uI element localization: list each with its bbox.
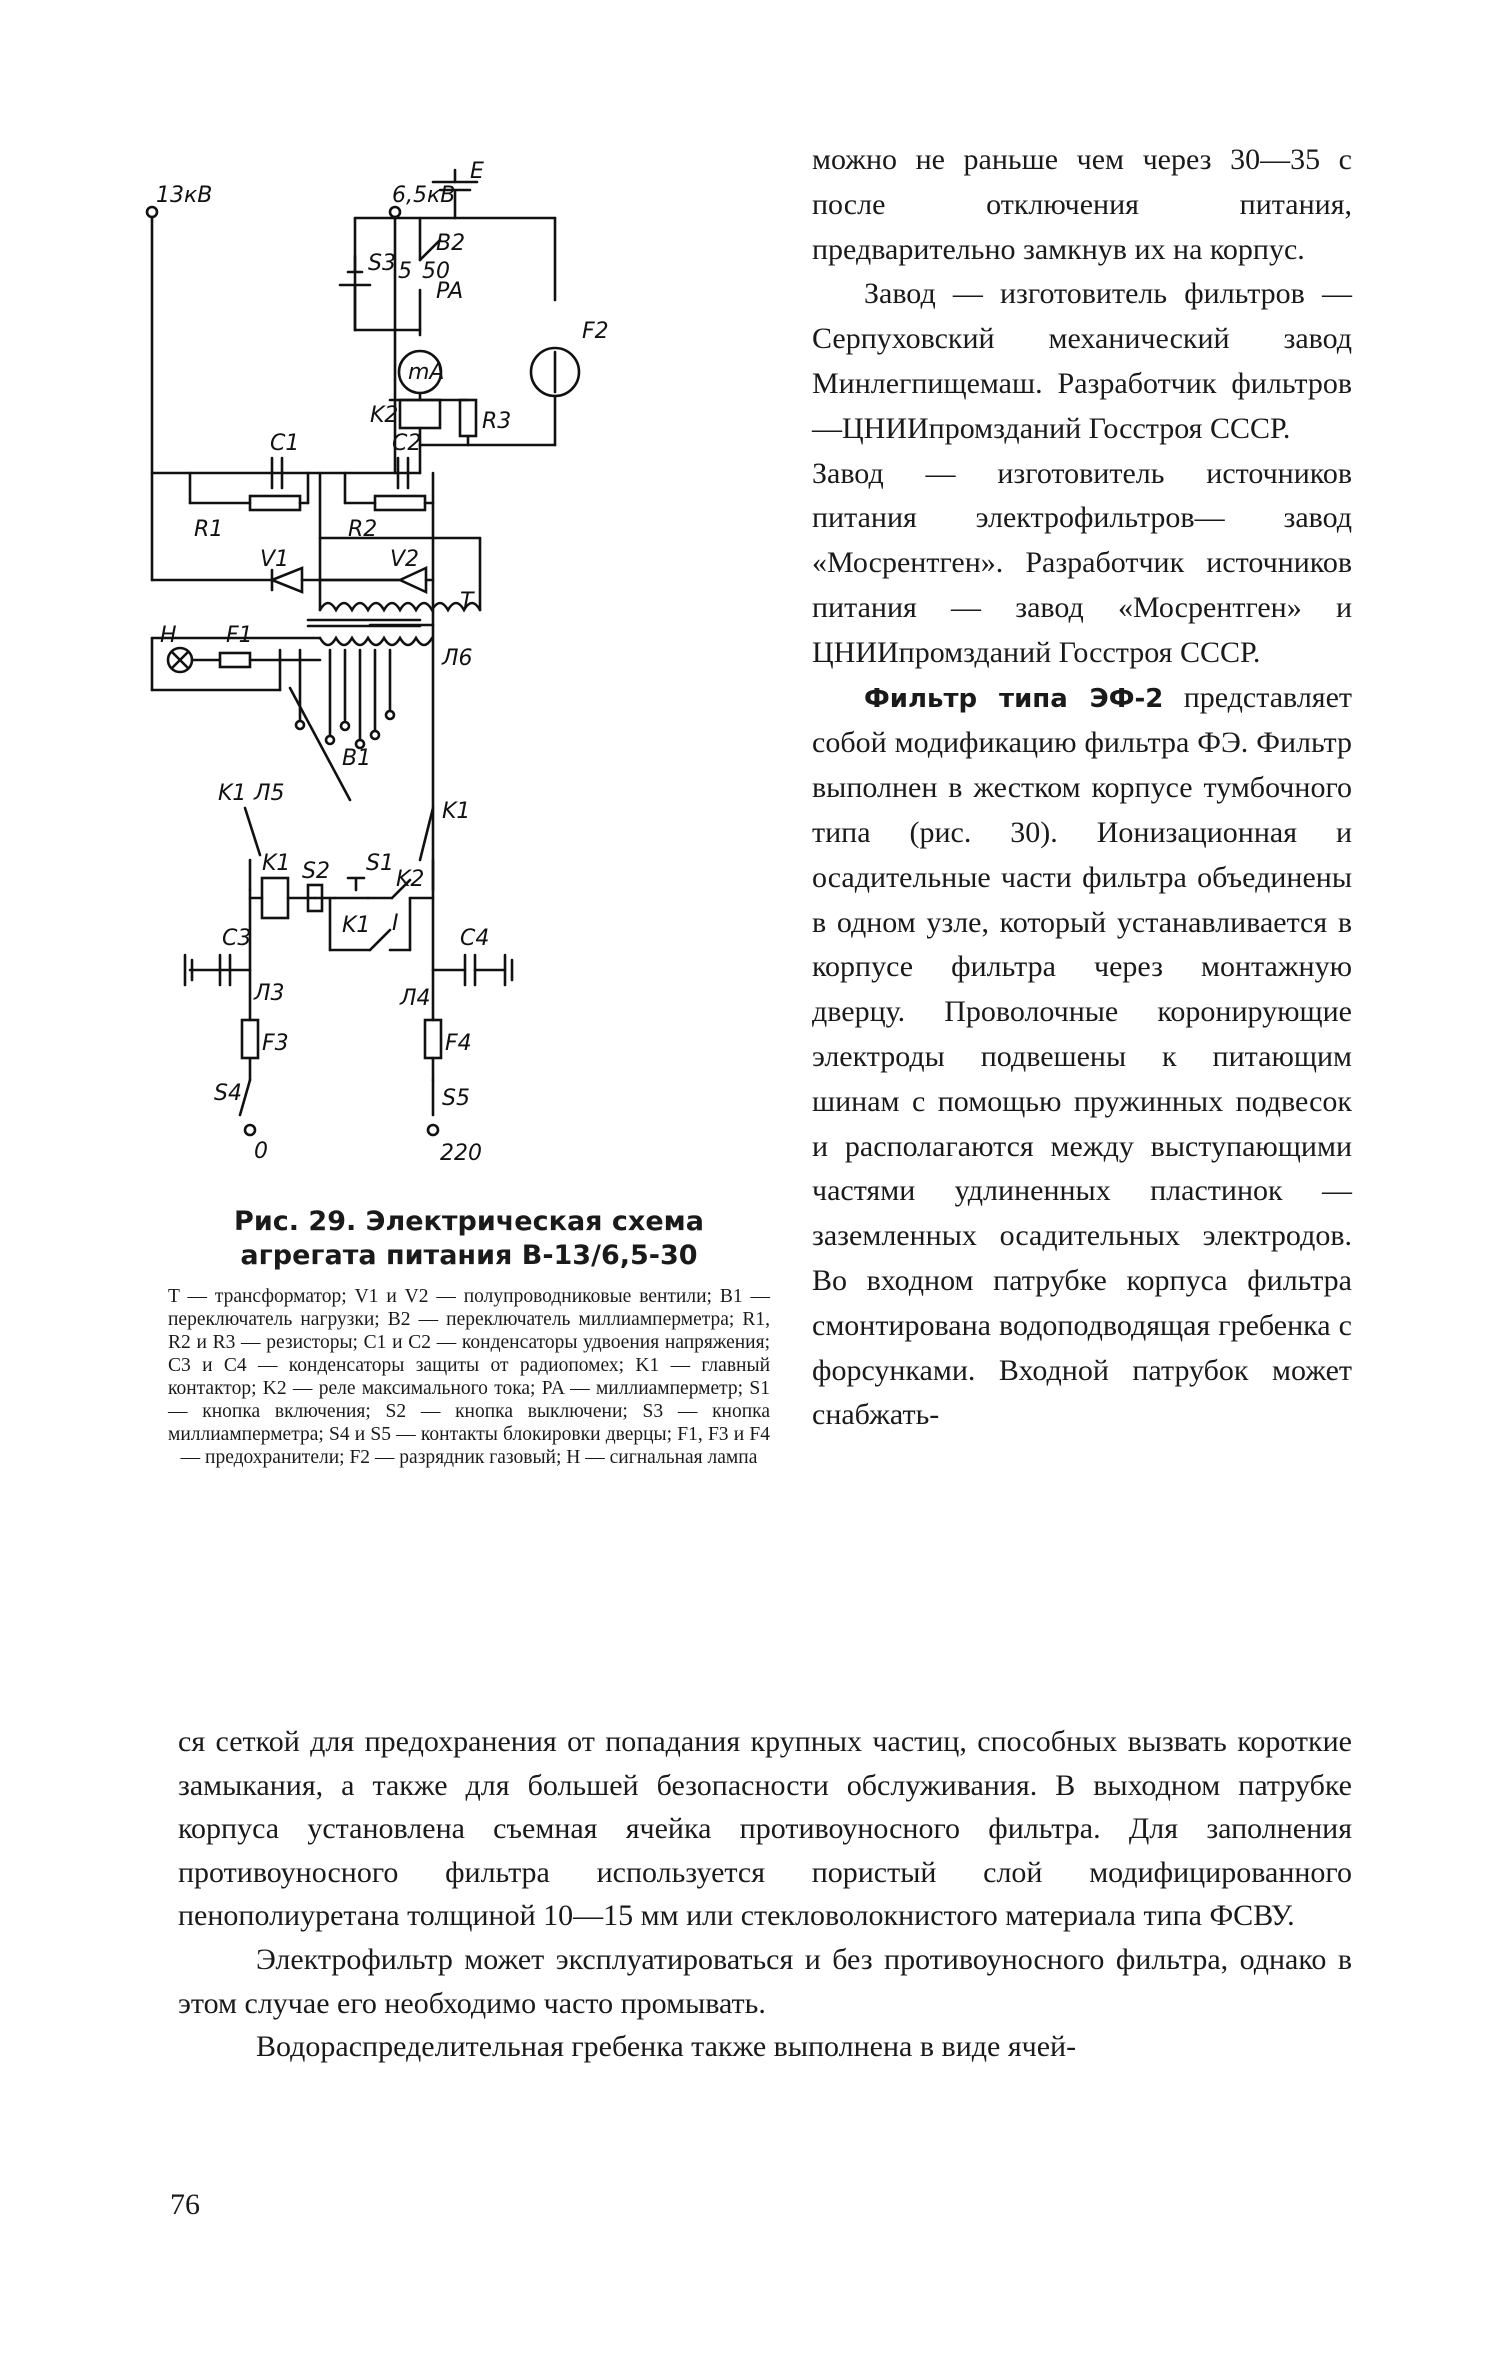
label-v1: V1 xyxy=(260,547,290,572)
label-i: I xyxy=(392,911,399,936)
label-t: T xyxy=(460,589,474,614)
label-k1-coil: K1 xyxy=(262,851,291,876)
paragraph: ся сеткой для предохранения от попадания крупных частиц, способных вызвать короткие замыкания, а также для большей безопасности обслуживания. В выходном патрубке корпуса установлена съемная ячейка противоуносного фильтра. Для заполнения противоуносного фильтра используется пористый слой модифицированного пенополиуретана толщиной 10—15 мм или стекловолокнистого материала типа ФСВУ. xyxy=(178,1725,1352,1933)
label-r2: R2 xyxy=(348,517,378,542)
page-number: 76 xyxy=(170,2188,200,2221)
label-ma: mA xyxy=(408,360,445,385)
label-l6: Л6 xyxy=(442,646,473,671)
figure-caption xyxy=(168,1205,770,1469)
label-5: 5 xyxy=(398,259,412,284)
section-heading: Фильтр типа ЭФ-2 xyxy=(864,683,1164,714)
paragraph: можно не раньше чем через 30—35 с после отключения питания, предварительно замкнув их на корпус. xyxy=(812,143,1352,266)
label-220: 220 xyxy=(440,1141,482,1166)
label-k1-left: K1 xyxy=(218,781,247,806)
paragraph: Завод — изготовитель источников питания электрофильтров— завод «Мосрентген». Разработчик источников питания — завод «Мосрентген» и ЦНИИпромзданий Госстроя СССР. xyxy=(812,456,1352,669)
label-c4: C4 xyxy=(460,926,490,951)
label-13kv: 13кВ xyxy=(156,183,213,208)
label-50: 50 xyxy=(422,259,450,284)
paragraph: Завод — изготовитель фильтров — Серпуховский механический завод Минлегпищемаш. Разработчик фильтров —ЦНИИпромзданий Госстроя СССР. xyxy=(812,277,1352,445)
label-l5: Л5 xyxy=(254,781,285,806)
label-b2: B2 xyxy=(436,231,466,256)
label-r1: R1 xyxy=(194,517,224,542)
label-v2: V2 xyxy=(390,547,420,572)
label-k2-contact: K2 xyxy=(396,867,425,892)
label-k2-relay: K2 xyxy=(370,403,399,428)
label-b1: B1 xyxy=(342,746,372,771)
paragraph: Водораспределительная гребенка также выполнена в виде ячей- xyxy=(256,2030,1077,2064)
label-f3: F3 xyxy=(262,1031,289,1056)
full-width-text xyxy=(178,1720,1352,2069)
label-c2: C2 xyxy=(392,431,422,456)
label-l3: Л3 xyxy=(254,981,285,1006)
label-f1: F1 xyxy=(226,623,253,648)
caption-legend: T — трансформатор; V1 и V2 — полупроводниковые вентили; B1 — переключатель нагрузки; B2 — переключатель миллиамперметра; R1, R2 и R3 — резисторы; C1 и C2 — конденсаторы удвоения напряжения; C3 и C4 — конденсаторы защиты от радиопомех; K1 — главный контактор; K2 — реле максимального тока; PA — миллиамперметр; S1 — кнопка включения; S2 — кнопка выключени; S3 — кнопка миллиамперметра; S4 и S5 — контакты блокировки дверцы; F1, F3 и F4 — предохранители; F2 — разрядник газовый; H — сигнальная лампа xyxy=(168,1286,770,1468)
label-s5: S5 xyxy=(442,1086,470,1111)
label-earth: E xyxy=(470,160,484,184)
caption-title: Рис. 29. Электрическая схема агрегата питания В-13/6,5-30 xyxy=(234,1206,704,1271)
paragraph: Электрофильтр может эксплуатироваться и без противоуносного фильтра, однако в этом случае его необходимо часто промывать. xyxy=(178,1942,1352,2020)
label-s4: S4 xyxy=(214,1081,242,1106)
label-f2: F2 xyxy=(582,319,609,344)
label-l4: Л4 xyxy=(400,986,431,1011)
label-k1-right: K1 xyxy=(442,799,471,824)
label-s3: S3 xyxy=(368,251,396,276)
paragraph-text: представляет собой модификацию фильтра ФЭ. Фильтр выполнен в жестком корпусе тумбочного типа (рис. 30). Ионизационная и осадительные части фильтра объединены в одном узле, который устанавливается в корпусе фильтра через монтажную дверцу. Проволочные коронирующие электроды подвешены к питающим шинам с помощью пружинных подвесок и располагаются между выступающими частями удлиненных пластинок — заземленных осадительных электродов. Во входном патрубке корпуса фильтра смонтирована водоподводящая гребенка с форсунками. Входной патрубок может снабжать- xyxy=(812,680,1353,1432)
label-c1: C1 xyxy=(270,431,300,456)
electrical-schematic xyxy=(130,160,710,1170)
label-65kv: 6,5кВ xyxy=(392,183,456,208)
paragraph xyxy=(812,676,1352,1439)
right-column-text xyxy=(812,138,1352,1438)
label-s1: S1 xyxy=(366,851,394,876)
label-c3: C3 xyxy=(222,926,252,951)
label-s2: S2 xyxy=(302,859,330,884)
label-r3: R3 xyxy=(482,409,512,434)
label-f4: F4 xyxy=(445,1031,472,1056)
label-pa: PA xyxy=(436,279,464,304)
label-k1-hold: K1 xyxy=(342,913,371,938)
label-0: 0 xyxy=(254,1139,268,1164)
label-h: H xyxy=(160,623,177,648)
